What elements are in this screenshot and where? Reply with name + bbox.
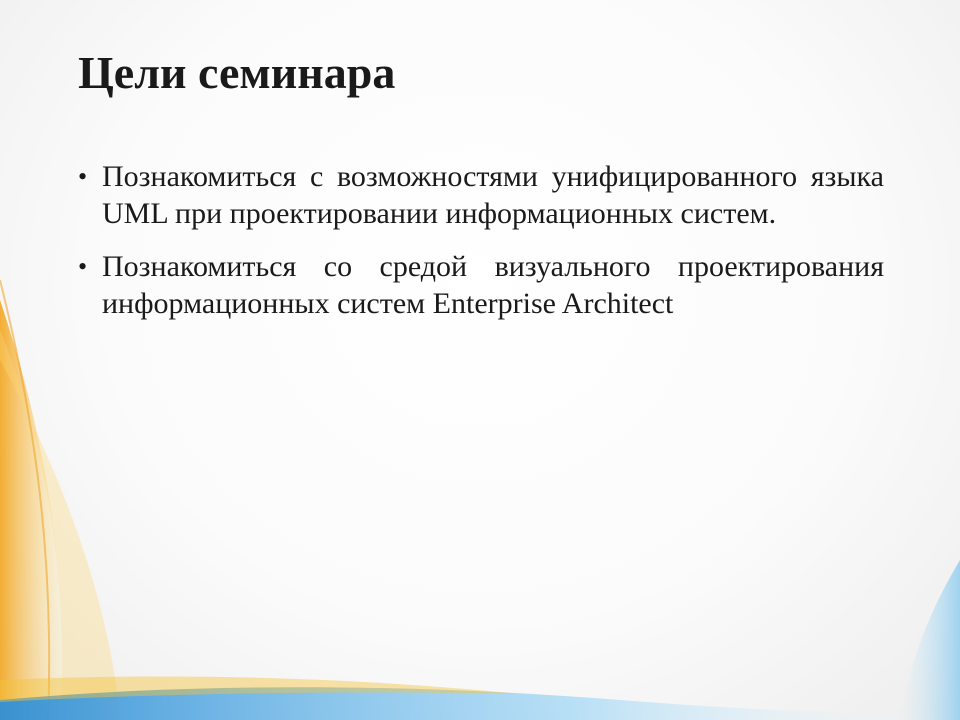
bullet-text: Познакомиться с возможностями унифицированного языка UML при проектировании информационных систем. [102, 160, 884, 230]
bullet-text: Познакомиться со средой визуального проектирования информационных систем Enterprise Architect [102, 250, 884, 320]
list-item [78, 248, 884, 322]
left-yellow-sweep [0, 300, 62, 720]
bullet-marker: • [78, 162, 88, 191]
left-light-sweep [0, 330, 120, 720]
right-blue-sweep [900, 560, 960, 720]
left-orange-line [0, 280, 49, 720]
bullet-marker: • [78, 252, 88, 281]
bottom-blue-swoosh [0, 687, 960, 720]
bottom-yellow-swoosh [0, 676, 520, 702]
list-item [78, 158, 884, 232]
slide-title: Цели семинара [78, 47, 396, 98]
bullet-list [78, 158, 884, 338]
